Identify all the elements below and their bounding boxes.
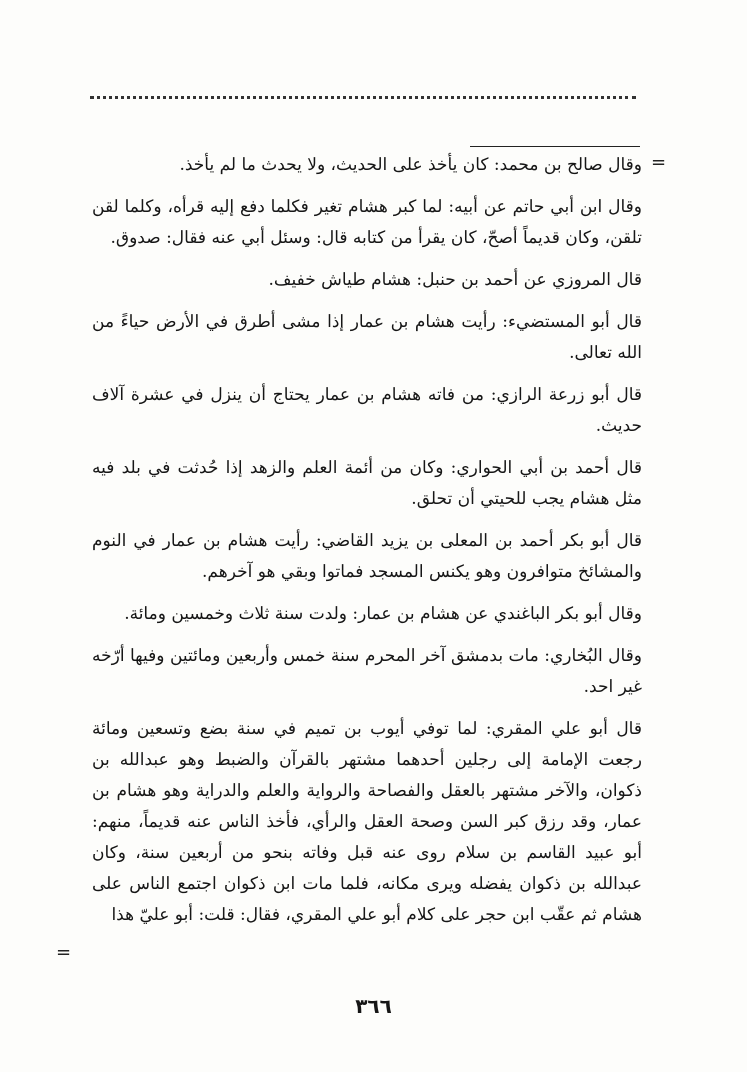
footnote-rule [470, 146, 640, 147]
paragraph: قال أحمد بن أبي الحواري: وكان من أئمة العلم والزهد إذا حُدثت في بلد فيه مثل هشام يجب للحيتي أن تحلق. [92, 458, 642, 509]
page-number: ٣٦٦ [355, 994, 392, 1018]
paragraph: قال أبو المستضيء: رأيت هشام بن عمار إذا مشى أطرق في الأرض حياءً من الله تعالى. [92, 312, 642, 363]
footnote-text [92, 150, 642, 942]
paragraph: وقال البُخاري: مات بدمشق آخر المحرم سنة خمس وأربعين ومائتين وفيها أرّخه غير احد. [92, 646, 642, 697]
margin-mark-bottom: = [56, 942, 72, 963]
dotted-separator [90, 96, 636, 99]
paragraph: قال أبو زرعة الرازي: من فاته هشام بن عمار يحتاج أن ينزل في عشرة آلاف حديث. [92, 385, 642, 436]
paragraph: قال أبو بكر أحمد بن المعلى بن يزيد القاضي: رأيت هشام بن عمار في النوم والمشائخ متوافرون وهو يكنس المسجد فماتوا وبقي هو آخرهم. [92, 531, 642, 582]
paragraph: وقال ابن أبي حاتم عن أبيه: لما كبر هشام تغير فكلما دفع إليه قرأه، وكلما لقن تلقن، وكان قديماً أصحّ، كان يقرأ من كتابه قال: وسئل أبي عنه فقال: صدوق. [92, 197, 642, 248]
paragraph: قال أبو علي المقري: لما توفي أيوب بن تميم في سنة بضع وتسعين ومائة رجعت الإمامة إلى رجلين أحدهما مشتهر بالقرآن والضبط وهو عبدالله بن ذكوان، والآخر مشتهر بالعقل والفصاحة والرواية والعلم والدراية وهو هشام بن عمار، وقد رزق كبر السن وصحة العقل والرأي، فأخذ الناس عنه قديماً، منهم: أبو عبيد القاسم بن سلام روى عنه قبل وفاته بنحو من أربعين سنة، وكان عبدالله بن ذكوان يفضله ويرى مكانه، فلما مات ابن ذكوان اجتمع الناس على هشام ثم عقّب ابن حجر على كلام أبو علي المقري، فقال: قلت: أبو عليّ هذا [92, 719, 642, 925]
margin-mark-top: = [651, 152, 667, 173]
paragraph: وقال صالح بن محمد: كان يأخذ على الحديث، ولا يحدث ما لم يأخذ. [179, 155, 642, 175]
paragraph: قال المروزي عن أحمد بن حنبل: هشام طياش خفيف. [268, 270, 642, 290]
paragraph: وقال أبو بكر الباغندي عن هشام بن عمار: ولدت سنة ثلاث وخمسين ومائة. [124, 604, 642, 624]
